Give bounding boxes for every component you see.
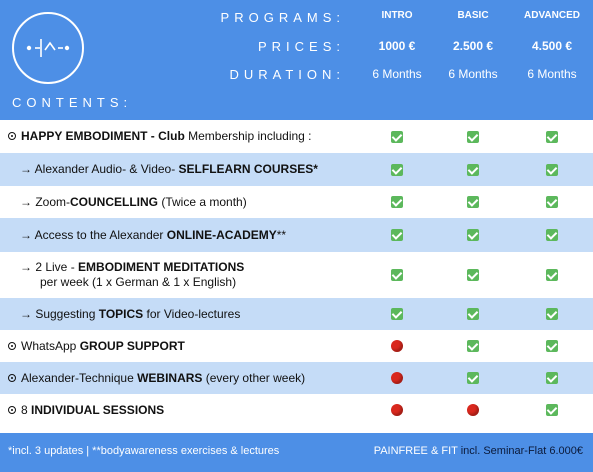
check-icon bbox=[546, 404, 558, 416]
check-icon bbox=[391, 196, 403, 208]
check-icon bbox=[546, 340, 558, 352]
check-icon bbox=[546, 229, 558, 241]
check-icon bbox=[467, 308, 479, 320]
check-icon bbox=[391, 229, 403, 241]
table-row bbox=[0, 218, 593, 252]
logo bbox=[12, 12, 84, 84]
row-text-pre: → Zoom- bbox=[20, 195, 71, 209]
row-text bbox=[20, 307, 240, 322]
check-icon bbox=[467, 269, 479, 281]
check-icon bbox=[546, 164, 558, 176]
row-text bbox=[20, 228, 286, 243]
check-icon bbox=[546, 269, 558, 281]
table-row bbox=[0, 252, 593, 298]
program-advanced: ADVANCED bbox=[524, 10, 580, 21]
check-icon bbox=[467, 131, 479, 143]
header bbox=[0, 0, 593, 120]
table-row bbox=[0, 298, 593, 330]
row-text-pre: Alexander-Technique bbox=[21, 371, 138, 385]
table-row bbox=[0, 394, 593, 426]
row-text-pre: → Suggesting bbox=[20, 307, 99, 321]
row-text bbox=[20, 260, 244, 290]
offer-main: PAINFREE & FIT bbox=[373, 445, 458, 457]
check-icon bbox=[391, 164, 403, 176]
row-text bbox=[8, 403, 164, 418]
red-circle-icon bbox=[391, 372, 403, 384]
row-text bbox=[8, 129, 312, 144]
check-icon bbox=[391, 269, 403, 281]
red-circle-icon bbox=[391, 404, 403, 416]
row-text-post: (every other week) bbox=[202, 371, 306, 385]
row-text-bold: SELFLEARN COURSES* bbox=[178, 162, 318, 176]
contents-label: CONTENTS: bbox=[12, 95, 133, 110]
check-icon bbox=[467, 229, 479, 241]
features-table bbox=[0, 120, 593, 426]
price-advanced: 4.500 € bbox=[531, 39, 573, 53]
row-text-post: ** bbox=[276, 228, 287, 242]
footer bbox=[0, 433, 593, 472]
bullet-icon bbox=[8, 132, 16, 140]
table-row bbox=[0, 362, 593, 394]
row-text bbox=[8, 371, 305, 386]
check-icon bbox=[546, 372, 558, 384]
row-text-post: (Twice a month) bbox=[158, 195, 247, 209]
check-icon bbox=[467, 196, 479, 208]
row-text bbox=[20, 162, 318, 177]
check-icon bbox=[546, 308, 558, 320]
offer-text bbox=[374, 445, 583, 457]
check-icon bbox=[546, 131, 558, 143]
row-text bbox=[8, 339, 185, 354]
row-text-pre: → Alexander Audio- & Video- bbox=[20, 162, 179, 176]
price-intro: 1000 € bbox=[378, 39, 416, 53]
row-text-pre: → Access to the Alexander bbox=[20, 228, 167, 242]
row-text-bold: TOPICS bbox=[98, 307, 144, 321]
table-row bbox=[0, 330, 593, 362]
program-intro: INTRO bbox=[381, 10, 413, 21]
red-circle-icon bbox=[391, 340, 403, 352]
duration-basic: 6 Months bbox=[448, 67, 498, 81]
row-text-pre: WhatsApp bbox=[21, 339, 80, 353]
table-row bbox=[0, 153, 593, 186]
row-text-bold: HAPPY EMBODIMENT - Club bbox=[21, 129, 185, 143]
bullet-icon bbox=[8, 406, 16, 414]
check-icon bbox=[391, 131, 403, 143]
prices-label: PRICES: bbox=[257, 39, 345, 54]
row-text-post: for Video-lectures bbox=[143, 307, 241, 321]
row-text-bold: EMBODIMENT MEDITATIONS bbox=[78, 260, 245, 274]
row-text-pre: 8 bbox=[21, 403, 32, 417]
row-text-bold: ONLINE-ACADEMY bbox=[166, 228, 277, 242]
price-basic: 2.500 € bbox=[452, 39, 494, 53]
row-text-bold: WEBINARS bbox=[137, 371, 203, 385]
programs-label: PROGRAMS: bbox=[220, 10, 345, 25]
logo-mark-icon bbox=[25, 37, 71, 59]
duration-label: DURATION: bbox=[229, 67, 345, 82]
check-icon bbox=[467, 372, 479, 384]
table-row bbox=[0, 120, 593, 153]
table-row bbox=[0, 186, 593, 218]
bullet-icon bbox=[8, 342, 16, 350]
check-icon bbox=[467, 164, 479, 176]
check-icon bbox=[467, 340, 479, 352]
row-text-pre: → 2 Live - bbox=[20, 260, 79, 274]
offer-rest: incl. Seminar-Flat 6.000€ bbox=[457, 445, 583, 457]
row-text-post: Membership including : bbox=[184, 129, 312, 143]
red-circle-icon bbox=[467, 404, 479, 416]
row-text bbox=[20, 195, 247, 210]
program-basic: BASIC bbox=[457, 10, 489, 21]
check-icon bbox=[546, 196, 558, 208]
duration-intro: 6 Months bbox=[372, 67, 422, 81]
check-icon bbox=[391, 308, 403, 320]
row-text-bold: COUNCELLING bbox=[70, 195, 159, 209]
duration-advanced: 6 Months bbox=[527, 67, 577, 81]
row-text-bold: GROUP SUPPORT bbox=[79, 339, 185, 353]
footnote: *incl. 3 updates | **bodyawareness exercises & lectures bbox=[8, 445, 280, 457]
row-text-bold: INDIVIDUAL SESSIONS bbox=[31, 403, 165, 417]
row-text-line2: per week (1 x German & 1 x English) bbox=[40, 275, 237, 289]
bullet-icon bbox=[8, 374, 16, 382]
